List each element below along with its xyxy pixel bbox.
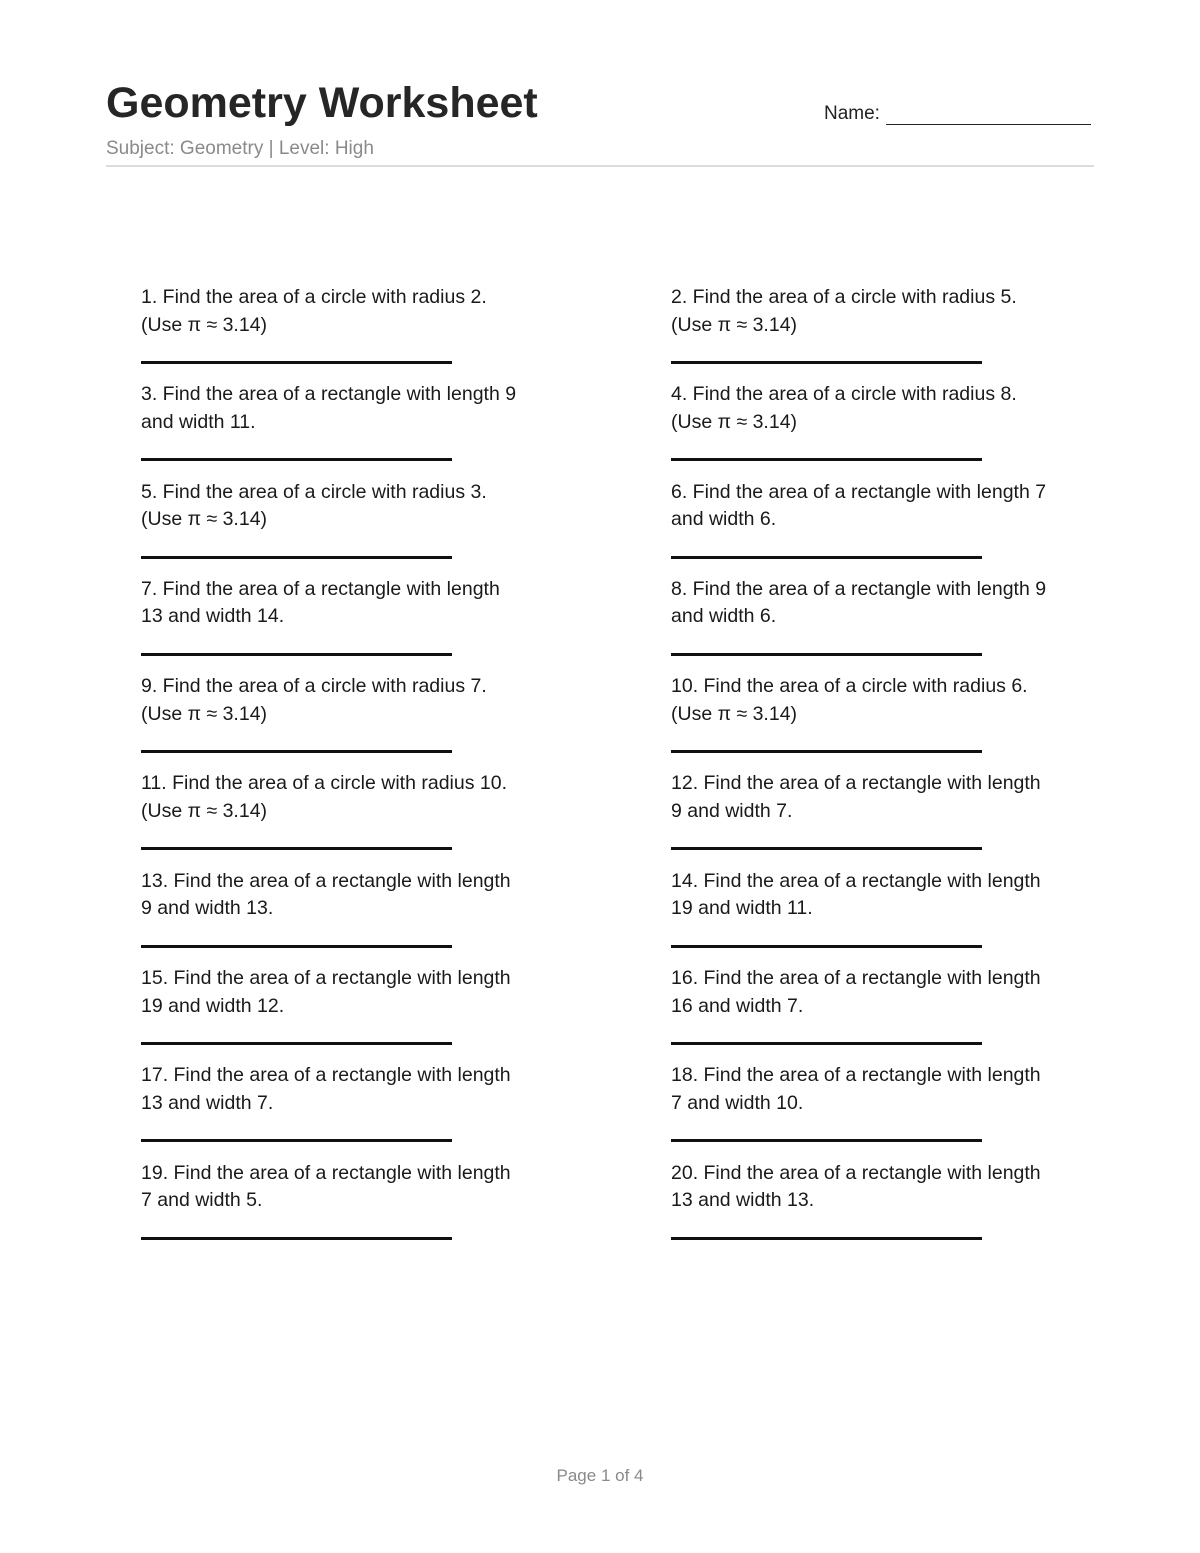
problem-item — [141, 284, 671, 381]
problem-item — [141, 868, 671, 965]
problem-item — [141, 576, 671, 673]
answer-line — [671, 847, 982, 850]
problem-text: 4. Find the area of a circle with radius 8. (Use π ≈ 3.14) — [671, 383, 1017, 433]
answer-line — [671, 1042, 982, 1045]
problem-text: 3. Find the area of a rectangle with length 9 and width 11. — [141, 383, 517, 433]
problem-text: 16. Find the area of a rectangle with length 16 and width 7. — [671, 967, 1041, 1017]
problem-grid — [141, 284, 1101, 1257]
answer-line — [671, 1139, 982, 1142]
problem-text: 17. Find the area of a rectangle with length 13 and width 7. — [141, 1064, 511, 1114]
problem-item — [671, 1160, 1101, 1257]
problem-text: 5. Find the area of a circle with radius 3. (Use π ≈ 3.14) — [141, 480, 487, 531]
problem-text: 10. Find the area of a circle with radius 6. (Use π ≈ 3.14) — [671, 675, 1028, 725]
problem-text: 9. Find the area of a circle with radius 7. (Use π ≈ 3.14) — [141, 675, 487, 725]
page-number: Page 1 of 4 — [556, 1466, 644, 1485]
problem-text: 8. Find the area of a rectangle with length 9 and width 6. — [671, 577, 1047, 628]
answer-line — [141, 847, 452, 850]
name-blank-line — [886, 106, 1091, 125]
answer-line — [141, 1042, 452, 1045]
answer-line — [671, 361, 982, 364]
worksheet-title: Geometry Worksheet — [106, 79, 538, 127]
problem-item — [671, 284, 1101, 381]
problem-item — [671, 965, 1101, 1062]
answer-line — [141, 458, 452, 461]
header-divider — [106, 165, 1094, 167]
answer-line — [671, 556, 982, 559]
name-field — [824, 103, 1091, 125]
problem-item — [141, 1160, 671, 1257]
problem-item — [141, 479, 671, 576]
answer-line — [671, 653, 982, 656]
worksheet-subtitle: Subject: Geometry | Level: High — [106, 138, 374, 159]
answer-line — [141, 653, 452, 656]
problem-text: 18. Find the area of a rectangle with length 7 and width 10. — [671, 1064, 1041, 1114]
answer-line — [141, 1139, 452, 1142]
problem-item — [671, 770, 1101, 867]
problem-item — [141, 965, 671, 1062]
problem-item — [141, 673, 671, 770]
problem-text: 14. Find the area of a rectangle with length 19 and width 11. — [671, 869, 1041, 920]
problem-item — [141, 770, 671, 867]
problem-text: 7. Find the area of a rectangle with length 13 and width 14. — [141, 577, 500, 628]
answer-line — [671, 750, 982, 753]
problem-text: 2. Find the area of a circle with radius 5. (Use π ≈ 3.14) — [671, 286, 1017, 336]
problem-item — [671, 673, 1101, 770]
answer-line — [671, 458, 982, 461]
problem-item — [671, 479, 1101, 576]
problem-text: 13. Find the area of a rectangle with length 9 and width 13. — [141, 869, 511, 920]
answer-line — [671, 945, 982, 948]
problem-item — [671, 381, 1101, 478]
answer-line — [141, 1237, 452, 1240]
problem-item — [671, 868, 1101, 965]
problem-item — [671, 1062, 1101, 1159]
problem-item — [141, 381, 671, 478]
problem-text: 11. Find the area of a circle with radius 10. (Use π ≈ 3.14) — [141, 772, 507, 822]
problem-text: 1. Find the area of a circle with radius 2. (Use π ≈ 3.14) — [141, 286, 487, 336]
problem-item — [141, 1062, 671, 1159]
answer-line — [141, 361, 452, 364]
problem-text: 6. Find the area of a rectangle with length 7 and width 6. — [671, 480, 1047, 531]
problem-item — [671, 576, 1101, 673]
problem-text: 19. Find the area of a rectangle with length 7 and width 5. — [141, 1161, 511, 1212]
problem-text: 15. Find the area of a rectangle with length 19 and width 12. — [141, 967, 511, 1017]
problem-text: 20. Find the area of a rectangle with length 13 and width 13. — [671, 1161, 1041, 1212]
name-label: Name: — [824, 103, 880, 124]
answer-line — [141, 945, 452, 948]
answer-line — [141, 750, 452, 753]
answer-line — [671, 1237, 982, 1240]
answer-line — [141, 556, 452, 559]
problem-text: 12. Find the area of a rectangle with length 9 and width 7. — [671, 772, 1041, 822]
